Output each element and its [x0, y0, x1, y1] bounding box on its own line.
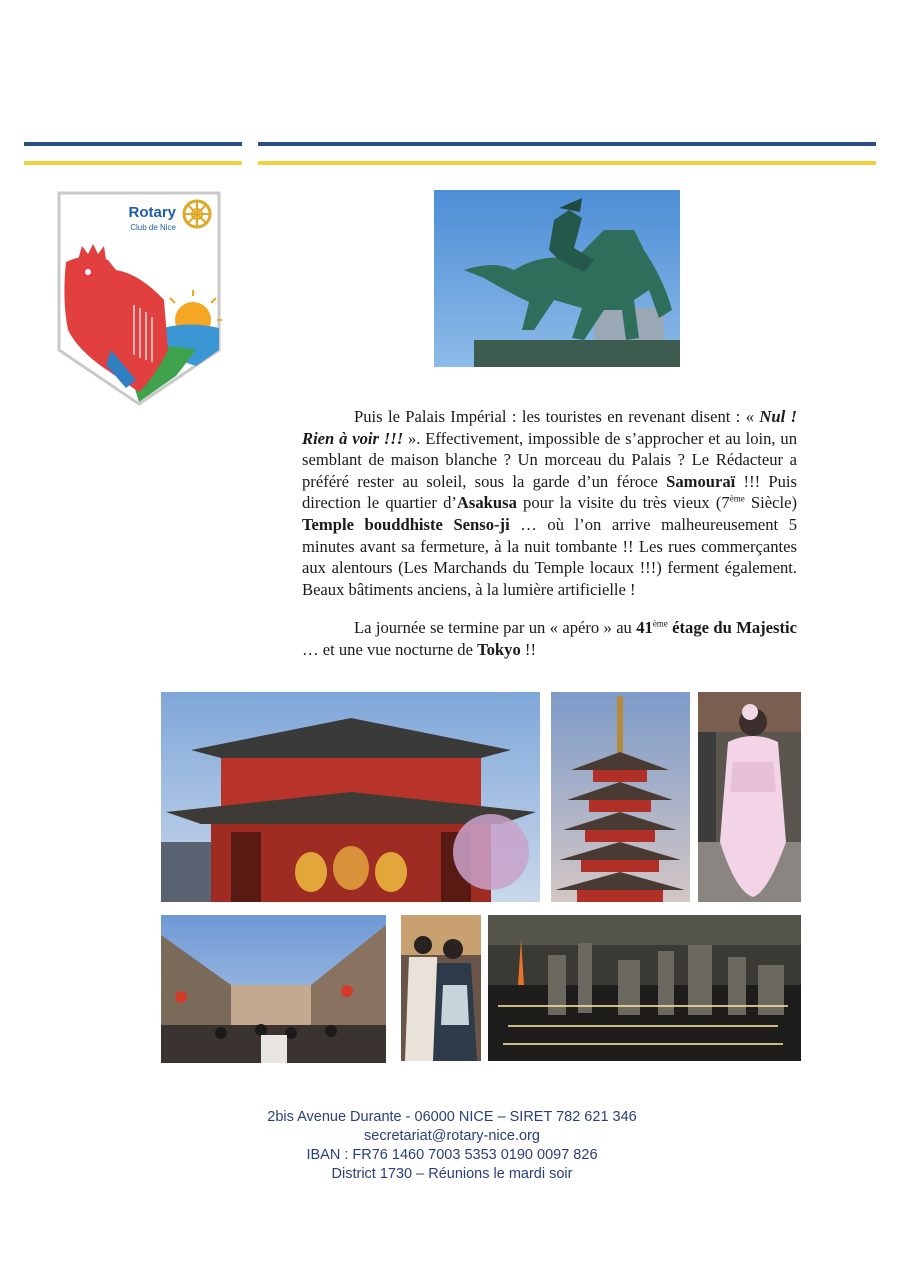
bold-samourai: Samouraï: [666, 471, 736, 491]
paragraph-1: [302, 406, 797, 600]
header-rule-blue-left: [24, 142, 242, 146]
bold-tokyo: Tokyo: [477, 639, 521, 659]
kimono-people-photo: [401, 915, 481, 1061]
footer-email[interactable]: secretariat@rotary-nice.org: [364, 1128, 540, 1144]
logo-brand: Rotary: [128, 204, 176, 221]
superscript-eme: ème: [729, 493, 745, 504]
superscript-eme: ème: [652, 618, 668, 629]
text-segment: pour la visite du très vieux (7: [516, 493, 730, 513]
footer: [0, 1108, 904, 1184]
paragraph-2: [302, 617, 797, 660]
rotary-shield-icon: [56, 190, 222, 408]
quote-emphasis: Nul ! Rien à voir !!!: [302, 407, 798, 448]
rotary-club-logo: [56, 190, 222, 408]
text-segment: … et une vue nocturne de: [302, 639, 478, 659]
bold-majestic: étage du Majestic: [667, 618, 797, 638]
pagoda-photo: [551, 692, 690, 902]
footer-district: District 1730 – Réunions le mardi soir: [331, 1166, 573, 1182]
text-segment: Puis le Palais Impérial : les touristes en revenant disent : «: [354, 407, 760, 426]
text-segment: … où l’on arrive malheureusement 5 minutes avant sa fermeture, à la nuit tombante !! Les rues commerçantes aux alentours (Les Marchands du Temple locaux !!!) ferment également. Beaux bâtiments anciens, à la lumière artificielle !: [302, 514, 798, 599]
text-segment: Siècle): [744, 493, 797, 513]
bold-temple: Temple bouddhiste Senso-ji: [302, 514, 510, 534]
text-segment: !!: [520, 639, 536, 659]
nakamise-street-photo: [161, 915, 386, 1063]
bold-asakusa: Asakusa: [456, 493, 517, 513]
tokyo-night-skyline-photo: [488, 915, 801, 1061]
samurai-statue-photo: [434, 190, 680, 367]
header-rule-blue-right: [258, 142, 876, 146]
header-rule-yellow-left: [24, 161, 242, 165]
text-segment: ». Effectivement, impossible de s’approcher et au loin, un semblant de maison blanche ? Un morceau du Palais ? Le Rédacteur a préféré rester au soleil, sous la garde d’un féroce: [302, 428, 797, 491]
article-body: [302, 406, 797, 678]
bold-41: 41: [636, 618, 653, 638]
header-rule-yellow-right: [258, 161, 876, 165]
logo-club: Club de Nice: [130, 223, 176, 232]
text-segment: La journée se termine par un « apéro » au: [354, 618, 637, 638]
footer-iban: IBAN : FR76 1460 7003 5353 0190 0097 826: [306, 1147, 598, 1163]
senso-ji-gate-photo: [161, 692, 540, 902]
kimono-woman-photo: [698, 692, 801, 902]
text-segment: !!! Puis direction le quartier d’: [302, 471, 797, 513]
footer-address: 2bis Avenue Durante - 06000 NICE – SIRET 782 621 346: [267, 1109, 637, 1125]
